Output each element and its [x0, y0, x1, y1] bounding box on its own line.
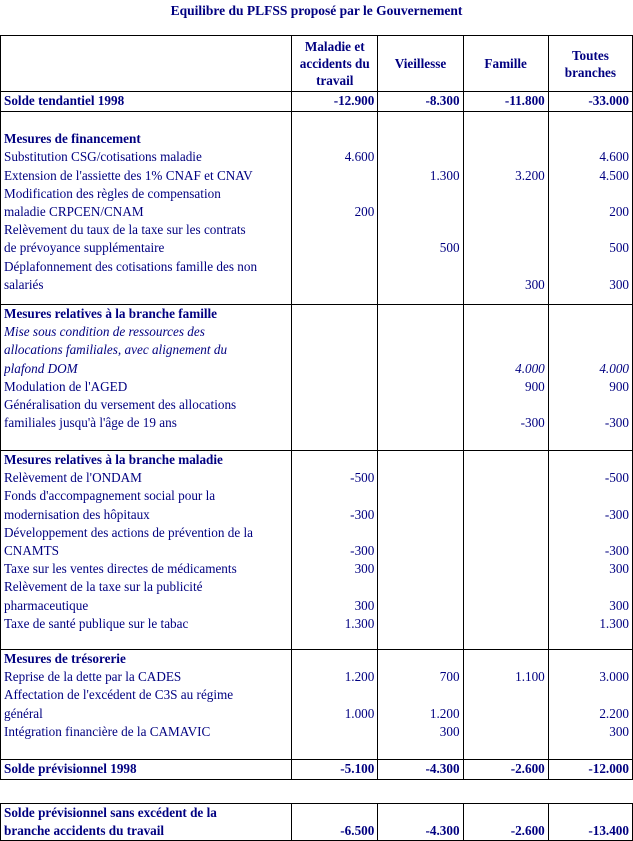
line-label: plafond DOM: [4, 360, 78, 376]
spacer: [381, 305, 459, 323]
line-label: Modulation de l'AGED: [4, 378, 128, 394]
line-value: 4.600: [344, 149, 375, 165]
cell-value: -33.000: [548, 92, 632, 112]
section-value-cell: [463, 112, 548, 305]
section-value-cell: [292, 112, 378, 305]
line-value: 500: [439, 240, 460, 256]
spacer: [467, 130, 545, 148]
cell-value: -2.600: [463, 760, 548, 780]
section-value-cell: [548, 451, 632, 650]
solde-sans-excedent-table: [0, 803, 633, 841]
line-value: 300: [609, 276, 629, 292]
row-label: Solde prévisionnel 1998: [1, 760, 292, 780]
spacer: [552, 451, 629, 469]
line-value: 1.000: [344, 705, 375, 721]
section-label-cell: [1, 305, 292, 451]
line-label: Déplafonnement des cotisations famille des non: [4, 258, 258, 274]
line-value: 300: [524, 276, 545, 292]
section-value-cell: [292, 650, 378, 760]
line-value: 900: [524, 378, 545, 394]
line-value: [295, 578, 374, 596]
line-label: pharmaceutique: [4, 597, 89, 613]
row-label: Solde tendantiel 1998: [1, 92, 292, 112]
section-value-cell: [463, 305, 548, 451]
section-heading: Mesures de financement: [4, 131, 141, 147]
line-value: [295, 723, 374, 741]
spacer: [295, 451, 374, 469]
line-label: allocations familiales, avec alignement du: [4, 342, 228, 358]
line-label: Relèvement de la taxe sur la publicité: [4, 579, 203, 595]
line-label: Relèvement de l'ONDAM: [4, 470, 142, 486]
line-value: [295, 258, 374, 276]
line-value: [381, 686, 459, 704]
line-value: 300: [439, 723, 460, 739]
line-value: 1.200: [344, 669, 375, 685]
line-value: [467, 615, 545, 633]
line-value: [295, 341, 374, 359]
cell-value: -2.600: [463, 804, 548, 841]
line-value: 4.000: [515, 360, 545, 376]
section-label-cell: [1, 451, 292, 650]
line-value: 300: [354, 561, 375, 577]
section-value-cell: [292, 305, 378, 451]
cell-value: -4.300: [378, 760, 463, 780]
line-value: -300: [604, 415, 629, 431]
cell-value: -13.400: [548, 804, 632, 841]
line-value: 4.000: [599, 360, 629, 376]
page-title: Equilibre du PLFSS proposé par le Gouvernement: [170, 3, 463, 18]
line-value: [467, 686, 545, 704]
line-value: -300: [350, 506, 375, 522]
section-value-cell: [463, 451, 548, 650]
spacer: [467, 112, 545, 130]
line-value: -500: [350, 470, 375, 486]
label-line: branche accidents du travail: [4, 823, 165, 839]
line-value: 200: [609, 203, 629, 219]
line-label: de prévoyance supplémentaire: [4, 240, 165, 256]
line-label: CNAMTS: [4, 542, 59, 558]
section-financement: [1, 112, 633, 305]
line-value: 4.600: [599, 149, 629, 165]
line-value: [552, 686, 629, 704]
line-label: familiales jusqu'à l'âge de 19 ans: [4, 415, 177, 431]
line-value: [467, 487, 545, 505]
spacer: [381, 451, 459, 469]
line-value: -300: [350, 542, 375, 558]
spacer: [295, 112, 374, 130]
line-value: [467, 705, 545, 723]
line-value: [467, 148, 545, 166]
line-value: 1.300: [344, 615, 375, 631]
line-value: [381, 378, 459, 396]
section-value-cell: [548, 650, 632, 760]
section-value-cell: [378, 451, 463, 650]
line-value: 900: [609, 378, 629, 394]
section-heading: Mesures relatives à la branche famille: [4, 306, 218, 321]
line-value: 4.500: [599, 167, 629, 183]
section-value-cell: [463, 650, 548, 760]
line-value: [381, 203, 459, 221]
line-value: [467, 542, 545, 560]
line-value: 500: [609, 240, 629, 256]
line-value: [552, 396, 629, 414]
line-value: 2.200: [599, 705, 629, 721]
section-heading: Mesures de trésorerie: [4, 651, 126, 666]
line-value: [552, 258, 629, 276]
line-value: [467, 221, 545, 239]
line-value: [381, 615, 459, 633]
cell-value: -11.800: [463, 92, 548, 112]
line-value: -500: [604, 470, 629, 486]
spacer: [381, 650, 459, 668]
line-value: 3.200: [515, 167, 545, 183]
header-maladie: Maladie et accidents du travail: [292, 36, 378, 92]
line-value: [467, 258, 545, 276]
line-value: [295, 524, 374, 542]
line-value: [295, 276, 374, 294]
section-label-cell: [1, 112, 292, 305]
spacer: [295, 130, 374, 148]
line-value: [467, 524, 545, 542]
line-value: 700: [439, 669, 460, 685]
line-value: [381, 524, 459, 542]
line-value: [381, 258, 459, 276]
spacer: [467, 650, 545, 668]
line-value: [467, 185, 545, 203]
section-value-cell: [378, 112, 463, 305]
header-empty: [1, 36, 292, 92]
line-label: Mise sous condition de ressources des: [4, 324, 205, 340]
line-value: [552, 221, 629, 239]
line-value: 3.000: [599, 669, 629, 685]
line-value: [295, 221, 374, 239]
line-value: [295, 185, 374, 203]
spacer: [552, 130, 629, 148]
line-value: [295, 396, 374, 414]
section-value-cell: [292, 451, 378, 650]
line-value: 1.200: [429, 705, 460, 721]
section-tresorerie: [1, 650, 633, 760]
section-value-cell: [548, 112, 632, 305]
solde-sans-excedent-row: [1, 804, 633, 841]
line-value: -300: [604, 542, 629, 558]
line-value: [381, 341, 459, 359]
line-label: Relèvement du taux de la taxe sur les contrats: [4, 222, 246, 238]
header-famille: Famille: [463, 36, 548, 92]
line-value: 1.300: [429, 167, 460, 183]
line-value: [381, 469, 459, 487]
line-value: [467, 578, 545, 596]
line-label: modernisation des hôpitaux: [4, 506, 150, 522]
line-value: [295, 378, 374, 396]
line-value: [381, 506, 459, 524]
line-label: Affectation de l'excédent de C3S au régime: [4, 687, 234, 703]
line-value: 200: [354, 203, 375, 219]
line-label: Taxe de santé publique sur le tabac: [4, 615, 189, 631]
line-value: [295, 360, 374, 378]
plfss-table: [0, 35, 633, 780]
line-value: [552, 323, 629, 341]
cell-value: -12.900: [292, 92, 378, 112]
line-label: maladie CRPCEN/CNAM: [4, 203, 144, 219]
line-value: 300: [609, 723, 629, 739]
line-label: Taxe sur les ventes directes de médicaments: [4, 561, 237, 577]
line-label: Intégration financière de la CAMAVIC: [4, 723, 211, 739]
line-value: 300: [609, 561, 629, 577]
line-value: 300: [609, 597, 629, 613]
cell-value: -4.300: [378, 804, 463, 841]
section-maladie: [1, 451, 633, 650]
line-value: [381, 597, 459, 615]
line-value: [381, 542, 459, 560]
line-value: [295, 487, 374, 505]
line-value: [295, 167, 374, 185]
line-value: [552, 185, 629, 203]
line-value: [467, 560, 545, 578]
spacer: [552, 112, 629, 130]
line-label: Fonds d'accompagnement social pour la: [4, 488, 216, 504]
cell-value: -5.100: [292, 760, 378, 780]
line-value: [381, 276, 459, 294]
label-line: Solde prévisionnel sans excédent de la: [4, 805, 217, 820]
line-value: [381, 578, 459, 596]
line-value: [381, 185, 459, 203]
line-value: [381, 360, 459, 378]
cell-value: -12.000: [548, 760, 632, 780]
solde-tendanciel-row: [1, 92, 633, 112]
spacer: [467, 451, 545, 469]
line-value: [552, 524, 629, 542]
line-value: [295, 414, 374, 432]
line-value: [381, 560, 459, 578]
line-value: [467, 469, 545, 487]
line-label: salariés: [4, 276, 44, 292]
line-value: [552, 578, 629, 596]
section-label-cell: [1, 650, 292, 760]
line-value: [381, 221, 459, 239]
line-label: Développement des actions de prévention de la: [4, 524, 254, 540]
header-toutes-branches: Toutes branches: [548, 36, 632, 92]
line-label: Modification des règles de compensation: [4, 185, 221, 201]
spacer: [4, 112, 288, 130]
section-value-cell: [548, 305, 632, 451]
line-value: [295, 323, 374, 341]
spacer: [552, 305, 629, 323]
solde-previsionnel-row: [1, 760, 633, 780]
line-value: [467, 323, 545, 341]
line-value: [295, 686, 374, 704]
line-value: [381, 396, 459, 414]
line-value: -300: [604, 506, 629, 522]
line-label: général: [4, 705, 43, 721]
line-value: 300: [354, 597, 375, 613]
line-value: [295, 239, 374, 257]
line-value: [552, 341, 629, 359]
header-vieillesse: Vieillesse: [378, 36, 463, 92]
header-row: [1, 36, 633, 92]
line-label: Reprise de la dette par la CADES: [4, 669, 182, 685]
line-label: Extension de l'assiette des 1% CNAF et CNAV: [4, 167, 253, 183]
line-value: -300: [520, 415, 545, 431]
line-value: [467, 723, 545, 741]
spacer: [295, 650, 374, 668]
line-value: [552, 487, 629, 505]
spacer: [381, 130, 459, 148]
cell-value: -6.500: [292, 804, 378, 841]
spacer: [467, 305, 545, 323]
line-value: [381, 323, 459, 341]
line-value: [381, 148, 459, 166]
line-value: [381, 414, 459, 432]
line-value: [381, 487, 459, 505]
spacer: [381, 112, 459, 130]
spacer: [295, 305, 374, 323]
line-value: [467, 203, 545, 221]
section-famille: [1, 305, 633, 451]
section-heading: Mesures relatives à la branche maladie: [4, 452, 223, 467]
line-value: [467, 396, 545, 414]
cell-value: -8.300: [378, 92, 463, 112]
line-label: Substitution CSG/cotisations maladie: [4, 149, 202, 165]
section-value-cell: [378, 650, 463, 760]
section-value-cell: [378, 305, 463, 451]
line-value: [467, 597, 545, 615]
line-value: [467, 506, 545, 524]
line-value: 1.100: [515, 669, 545, 685]
line-value: 1.300: [599, 615, 629, 631]
row-label: [1, 804, 292, 841]
line-value: [467, 341, 545, 359]
spacer: [552, 650, 629, 668]
line-value: [467, 239, 545, 257]
line-label: Généralisation du versement des allocations: [4, 396, 237, 412]
